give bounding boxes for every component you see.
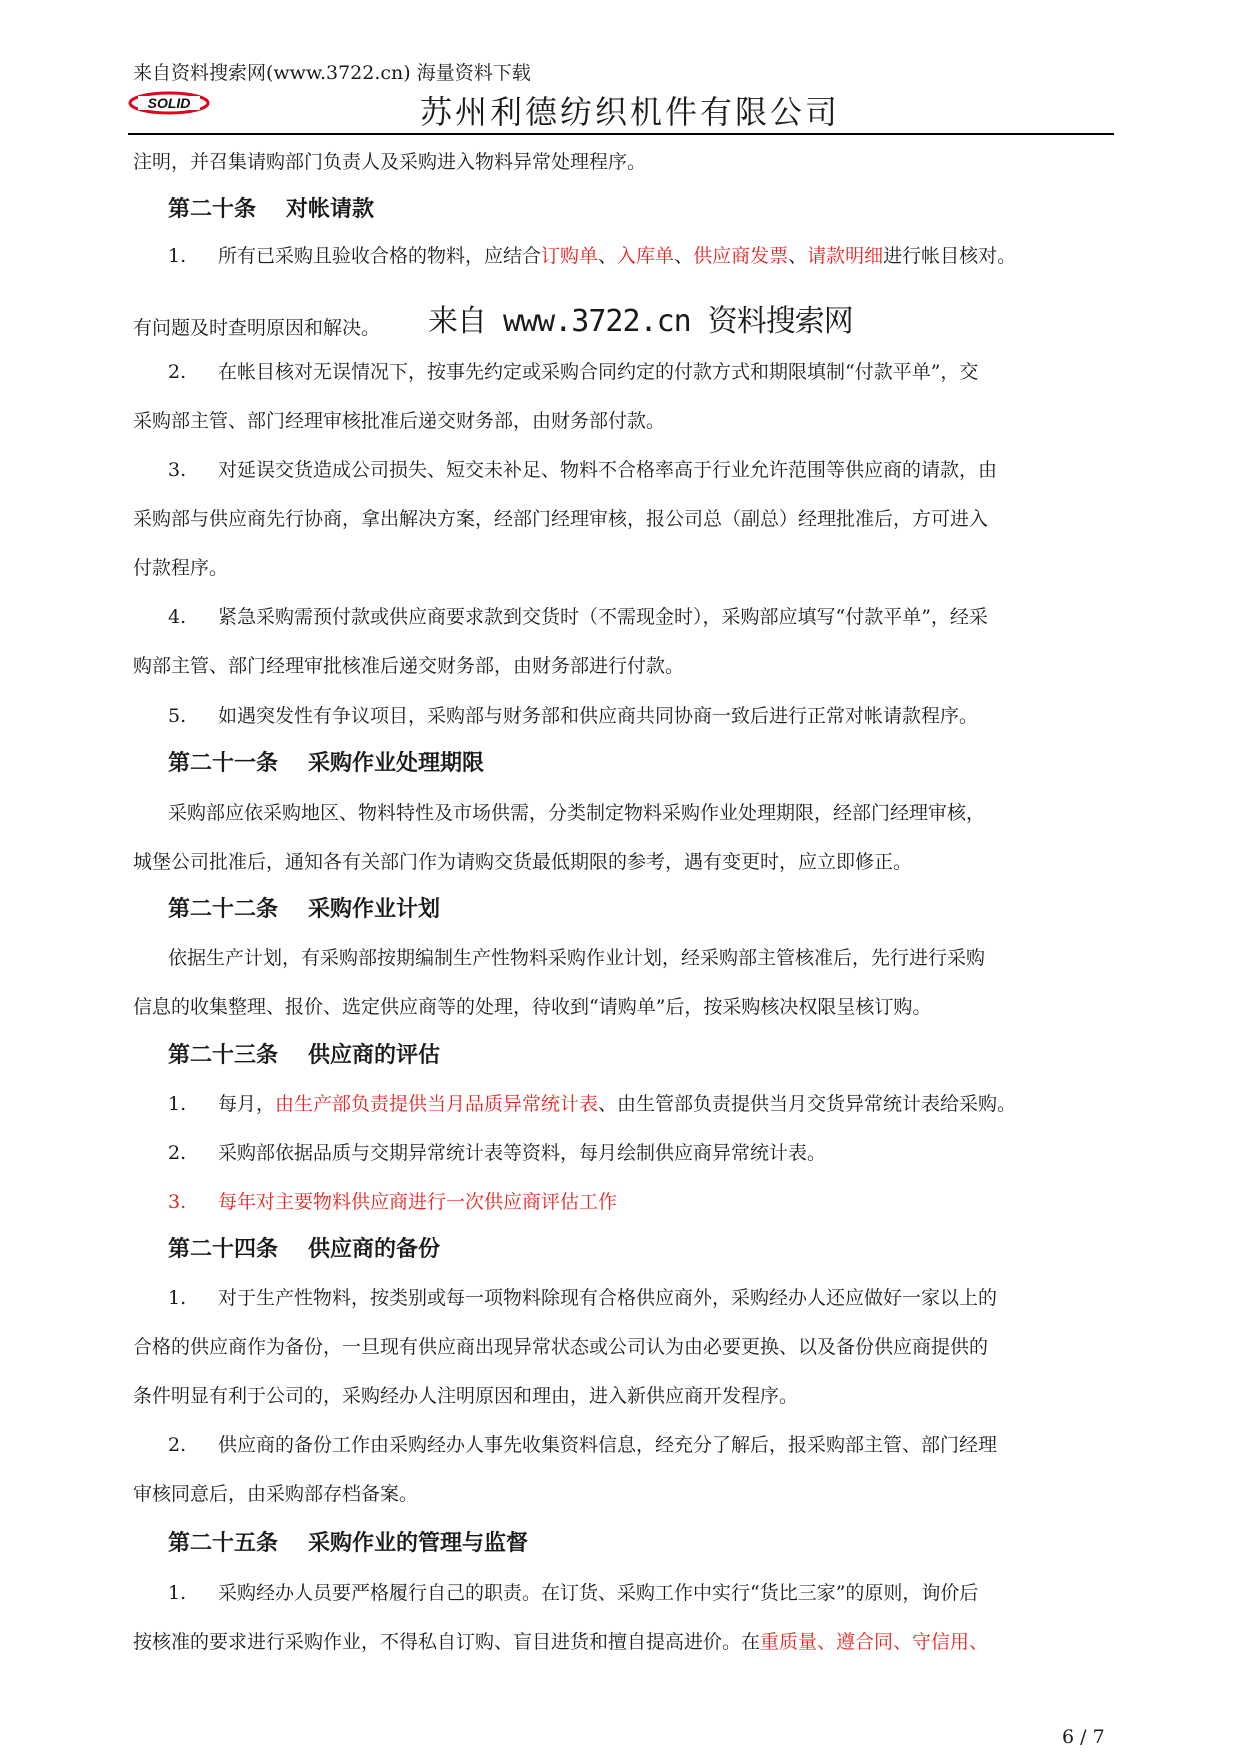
watermark: 来自 www.3722.cn 资料搜索网 <box>428 304 853 339</box>
text-line: 付款程序。 <box>133 557 229 579</box>
article-heading-25: 第二十五条 采购作业的管理与监督 <box>168 1531 529 1556</box>
text-line: 条件明显有利于公司的，采购经办人注明原因和理由，进入新供应商开发程序。 <box>133 1385 799 1407</box>
text-line: 1. 每月，由生产部负责提供当月品质异常统计表、由生管部负责提供当月交货异常统计表给采购。 <box>168 1093 1017 1115</box>
source-header-text: 来自资料搜索网(www.3722.cn) 海量资料下载 <box>133 62 531 84</box>
text-line: 2. 供应商的备份工作由采购经办人事先收集资料信息，经充分了解后，报采购部主管、部门经理 <box>168 1434 998 1456</box>
solid-logo <box>128 88 210 118</box>
article-heading-23: 第二十三条 供应商的评估 <box>168 1043 441 1068</box>
text-line: 审核同意后，由采购部存档备案。 <box>133 1483 419 1505</box>
text-line: 按核准的要求进行采购作业，不得私自订购、盲目进货和擅自提高进价。在重质量、遵合同、守信用、 <box>133 1631 989 1653</box>
text-line: 1. 所有已采购且验收合格的物料，应结合订购单、入库单、供应商发票、请款明细进行帐目核对。 <box>168 245 1017 267</box>
company-name: 苏州利德纺织机件有限公司 <box>420 93 841 131</box>
text-line: 购部主管、部门经理审批核准后递交财务部，由财务部进行付款。 <box>133 655 685 677</box>
text-line: 4. 紧急采购需预付款或供应商要求款到交货时（不需现金时），采购部应填写“付款平单”，经采 <box>168 606 988 628</box>
article-heading-22: 第二十二条 采购作业计划 <box>168 897 441 922</box>
text-line: 注明，并召集请购部门负责人及采购进入物料异常处理程序。 <box>133 151 647 173</box>
text-line: 有问题及时查明原因和解决。 <box>133 317 381 339</box>
text-line: 采购部与供应商先行协商，拿出解决方案，经部门经理审核，报公司总（副总）经理批准后，方可进入 <box>133 508 989 530</box>
page-number: 6 / 7 <box>1062 1726 1105 1748</box>
text-line: 信息的收集整理、报价、选定供应商等的处理，待收到“请购单”后，按采购核决权限呈核订购。 <box>133 996 932 1018</box>
article-heading-21: 第二十一条 采购作业处理期限 <box>168 751 485 776</box>
text-line: 3. 每年对主要物料供应商进行一次供应商评估工作 <box>168 1191 618 1213</box>
text-line: 采购部主管、部门经理审核批准后递交财务部，由财务部付款。 <box>133 410 666 432</box>
text-line: 1. 对于生产性物料，按类别或每一项物料除现有合格供应商外，采购经办人还应做好一家以上的 <box>168 1287 998 1309</box>
text-line: 合格的供应商作为备份，一旦现有供应商出现异常状态或公司认为由必要更换、以及备份供应商提供的 <box>133 1336 989 1358</box>
article-heading-24: 第二十四条 供应商的备份 <box>168 1237 441 1262</box>
text-line: 依据生产计划，有采购部按期编制生产性物料采购作业计划，经采购部主管核准后，先行进行采购 <box>168 947 986 969</box>
text-line: 2. 采购部依据品质与交期异常统计表等资料，每月绘制供应商异常统计表。 <box>168 1142 827 1164</box>
text-line: 城堡公司批准后，通知各有关部门作为请购交货最低期限的参考，遇有变更时，应立即修正。 <box>133 851 913 873</box>
svg-text:SOLID: SOLID <box>147 95 191 111</box>
text-line: 1. 采购经办人员要严格履行自己的职责。在订货、采购工作中实行“货比三家”的原则，询价后 <box>168 1582 979 1604</box>
header-divider <box>128 133 1114 135</box>
text-line: 2. 在帐目核对无误情况下，按事先约定或采购合同约定的付款方式和期限填制“付款平单”，交 <box>168 361 979 383</box>
text-line: 5. 如遇突发性有争议项目，采购部与财务部和供应商共同协商一致后进行正常对帐请款程序。 <box>168 705 979 727</box>
text-line: 采购部应依采购地区、物料特性及市场供需，分类制定物料采购作业处理期限，经部门经理审核， <box>168 802 986 824</box>
text-line: 3. 对延误交货造成公司损失、短交未补足、物料不合格率高于行业允许范围等供应商的请款，由 <box>168 459 998 481</box>
article-heading-20: 第二十条 对帐请款 <box>168 197 375 222</box>
